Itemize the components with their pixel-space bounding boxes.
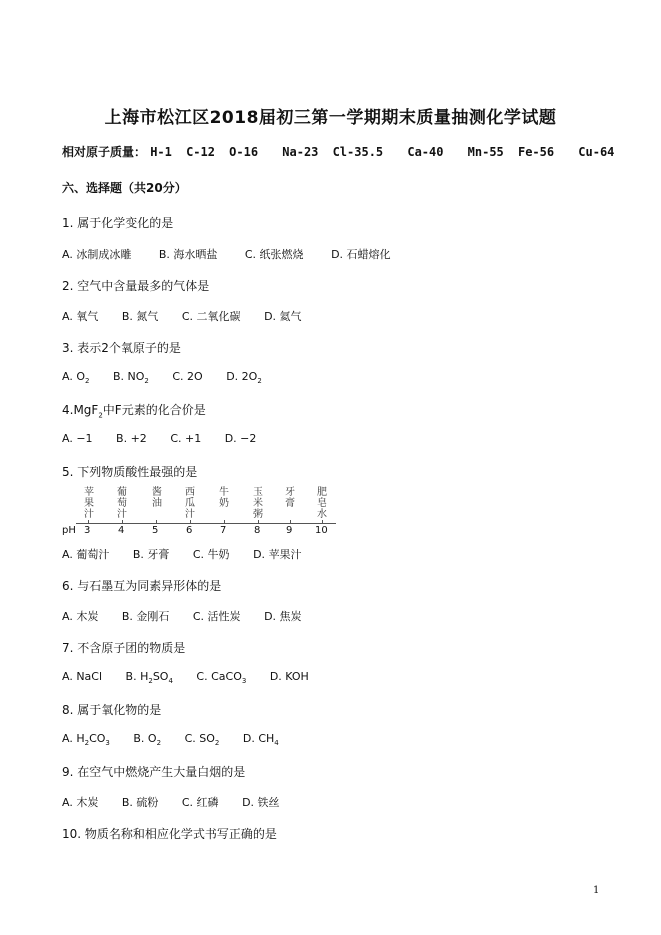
ph-tick (224, 520, 225, 524)
option-d: D. 苹果汁 (253, 548, 302, 561)
atomic-mass-item: Cl-35.5 (332, 145, 384, 159)
option-a: A. 葡萄汁 (62, 548, 110, 561)
option-c (172, 370, 202, 383)
subscript: 2 (257, 377, 262, 386)
ph-tick (122, 520, 123, 524)
section-heading: 六、选择题（共20分） (62, 181, 187, 195)
question-10-stem: 10. 物质名称和相应化学式书写正确的是 (62, 827, 277, 841)
option-a: A. 氧气 (62, 310, 99, 323)
atomic-mass-item: Cu-64 (578, 145, 615, 159)
question-4-stem (62, 401, 206, 419)
option-a: A. 木炭 (62, 610, 99, 623)
atomic-mass-line (62, 143, 624, 160)
subscript: 2 (148, 677, 153, 686)
option-a: A. 木炭 (62, 796, 99, 809)
option-d (226, 370, 262, 385)
option-d: D. 铁丝 (242, 796, 280, 809)
atomic-mass-label: 相对原子质量： (62, 145, 147, 159)
atomic-mass-item: H-1 (150, 145, 172, 159)
question-9-stem: 9. 在空气中燃烧产生大量白烟的是 (62, 765, 246, 779)
option-c-text: C. SO (184, 732, 215, 745)
subscript: 3 (241, 677, 247, 686)
atomic-mass-item: O-16 (229, 145, 259, 159)
atomic-mass-item: Ca-40 (407, 145, 444, 159)
question-6-options (62, 608, 322, 624)
option-b (113, 370, 149, 385)
option-b: B. +2 (116, 432, 147, 445)
question-9-options (62, 794, 300, 810)
option-c: C. 纸张燃烧 (244, 248, 304, 261)
ph-tick (290, 520, 291, 524)
question-3-options (62, 370, 282, 385)
atomic-mass-item: C-12 (186, 145, 215, 159)
option-b-text: SO (152, 670, 169, 683)
ph-number: 9 (286, 525, 293, 536)
atomic-mass-item: Mn-55 (467, 145, 504, 159)
option-d (243, 732, 279, 747)
option-c: C. 牛奶 (192, 548, 230, 561)
page-title: 上海市松江区2018届初三第一学期期末质量抽测化学试题 (104, 108, 557, 128)
ph-number: 4 (118, 525, 125, 536)
ph-substance-label: 牙膏 (285, 487, 295, 509)
ph-tick (88, 520, 89, 524)
option-b-text: B. O (133, 732, 157, 745)
option-a (62, 732, 110, 747)
ph-number: 6 (186, 525, 193, 536)
question-4-options (62, 432, 276, 445)
question-3-stem: 3. 表示2个氧原子的是 (62, 341, 181, 355)
subscript: 2 (214, 739, 220, 748)
subscript: 2 (144, 377, 149, 386)
option-d-text: D. 2O (226, 370, 258, 383)
ph-number: 5 (152, 525, 159, 536)
option-b (126, 670, 173, 685)
subscript: 2 (84, 377, 90, 386)
option-a-text: CO (89, 732, 106, 745)
subscript: 3 (105, 739, 110, 748)
option-c (196, 670, 246, 685)
subscript: 4 (274, 739, 279, 748)
question-2-stem: 2. 空气中含量最多的气体是 (62, 279, 210, 293)
ph-number: 10 (315, 525, 328, 536)
ph-tick (190, 520, 191, 524)
ph-tick (322, 520, 323, 524)
option-b (133, 732, 161, 747)
subscript: 2 (156, 739, 162, 748)
ph-substance-label: 苹果汁 (84, 487, 94, 520)
ph-substance-label: 葡萄汁 (117, 487, 127, 520)
ph-tick (156, 520, 157, 524)
question-5-options (62, 546, 322, 562)
atomic-mass-item: Na-23 (282, 145, 319, 159)
option-b: B. 海水晒盐 (158, 248, 218, 261)
option-d-text: D. CH (242, 732, 275, 745)
question-8-stem: 8. 属于氧化物的是 (62, 703, 162, 717)
ph-number: 7 (220, 525, 227, 536)
option-d: D. 氦气 (264, 310, 302, 323)
option-a (62, 370, 89, 385)
option-c: C. +1 (170, 432, 202, 445)
option-a: A. 冰制成冰雕 (62, 248, 132, 261)
atomic-mass-item: Fe-56 (517, 145, 555, 159)
option-c-text: C. 2O (172, 370, 203, 383)
ph-tick (258, 520, 259, 524)
option-c (185, 732, 220, 747)
ph-scale-figure (62, 487, 342, 539)
question-7-options (62, 670, 329, 685)
option-d: D. 石蜡熔化 (331, 248, 391, 261)
option-d: D. 焦炭 (264, 610, 302, 623)
ph-axis-line (76, 523, 336, 524)
ph-substance-label: 肥皂水 (317, 487, 327, 520)
subscript: 4 (168, 677, 173, 686)
option-b: B. 硫粉 (121, 796, 159, 809)
option-a: A. −1 (62, 432, 93, 445)
option-b: B. 氮气 (121, 310, 159, 323)
option-a-text: A. H (62, 732, 85, 745)
option-c: C. 二氧化碳 (181, 310, 241, 323)
option-b-text: B. NO (112, 370, 145, 383)
question-6-stem: 6. 与石墨互为同素异形体的是 (62, 579, 222, 593)
option-b: B. 牙膏 (132, 548, 170, 561)
option-c: C. 红磷 (181, 796, 219, 809)
option-b: B. 金刚石 (121, 610, 170, 623)
subscript: 2 (98, 411, 103, 420)
ph-substance-label: 酱油 (152, 487, 162, 509)
option-c-text: C. CaCO (196, 670, 242, 683)
stem-text: 中F元素的化合价是 (102, 403, 206, 417)
subscript: 2 (84, 739, 90, 748)
option-a-text: A. O (62, 370, 85, 383)
question-1-stem: 1. 属于化学变化的是 (62, 216, 174, 230)
option-b-text: B. H (125, 670, 149, 683)
option-d: D. −2 (224, 432, 257, 445)
ph-number: 8 (254, 525, 261, 536)
ph-substance-label: 西瓜汁 (185, 487, 195, 520)
question-7-stem: 7. 不含原子团的物质是 (62, 641, 186, 655)
ph-substance-label: 玉米粥 (253, 487, 263, 520)
ph-axis-label: pH (62, 525, 76, 536)
question-8-options (62, 732, 299, 747)
question-2-options (62, 308, 322, 324)
option-a: A. NaCl (62, 670, 103, 683)
option-c: C. 活性炭 (192, 610, 241, 623)
ph-substance-label: 牛奶 (219, 487, 229, 509)
ph-number: 3 (84, 525, 91, 536)
page-number: 1 (593, 885, 600, 896)
option-d: D. KOH (269, 670, 309, 683)
question-1-options (62, 246, 411, 262)
stem-text: 4.MgF (62, 403, 99, 417)
question-5-stem: 5. 下列物质酸性最强的是 (62, 465, 198, 479)
